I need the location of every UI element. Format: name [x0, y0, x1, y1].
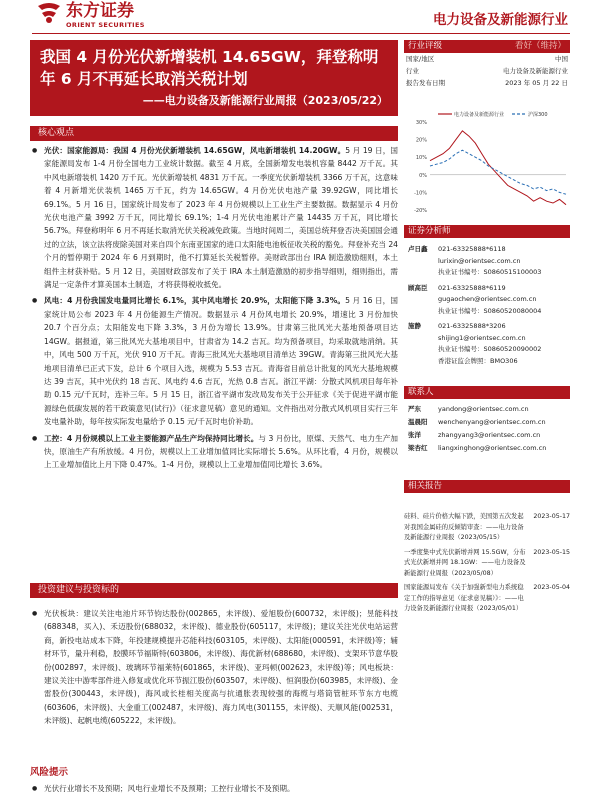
- related-report-date: 2023-05-04: [533, 584, 570, 591]
- contact-email: zhangyang3@orientsec.com.cn: [438, 431, 541, 439]
- industry-rating-rows: [404, 53, 570, 89]
- series-line: [430, 150, 566, 194]
- page-header: [0, 0, 600, 34]
- y-tick-label: 30%: [415, 120, 427, 126]
- contact-name: 张洋: [408, 431, 421, 439]
- core-paragraphs: [30, 144, 398, 472]
- core-views: [30, 126, 398, 472]
- analyst-info: [438, 321, 570, 367]
- industry-rating-label: 行业评级: [408, 41, 443, 51]
- analyst-entry: [404, 321, 570, 367]
- legend-label: 电力设备及新能源行业: [454, 112, 505, 118]
- industry-rating-value: 看好（维持）: [514, 41, 566, 51]
- contact-email: liangxinghong@orientsec.com.cn: [438, 444, 547, 452]
- contact-info: [438, 404, 570, 416]
- contact-name: 温晨阳: [408, 418, 428, 426]
- analyst-info-line: 021-63325888*3206: [438, 322, 506, 330]
- analyst-info-line: 执业证书编号：S0860515100003: [438, 268, 542, 276]
- analyst-info-line: lurixin@orientsec.com.cn: [438, 256, 521, 265]
- industry-header: 电力设备及新能源行业: [433, 12, 568, 28]
- contact-entry: [404, 417, 570, 429]
- contacts-bar: 联系人: [404, 386, 570, 399]
- contact-email: wenchenyang@orientsec.com.cn: [438, 418, 546, 426]
- analyst-info-line: 香港证监会牌照：BMO306: [438, 356, 518, 365]
- analysts-bar: 证券分析师: [404, 225, 570, 238]
- analyst-info-line: 021-63325888*6118: [438, 245, 506, 253]
- core-views-bar: 核心观点: [30, 126, 398, 141]
- investment-bar: 投资建议与投资标的: [30, 583, 398, 598]
- related-report-title: 一季度集中式光伏新增并网 15.5GW，分布式光伏新增并网 18.1GW：——电力设备及新能源行业周报（2023/05/08）: [404, 548, 526, 577]
- logo: [36, 2, 145, 29]
- performance-chart: [404, 108, 570, 220]
- investment-paragraph-body: 光伏板块：建议关注电池片环节钧达股份(002865，未评级)、爱旭股份(600732，未评级)；昱能科技(688348，买入)、禾迈股份(688032，未评级)、德业股份(605117，未评级)；建议关注光伏电站运营商，新投电站成本下降，年投建规模提升芯能科技(603105，未评级)、太阳能(000591，未评级)等；辅材环节，量升利稳，胶膜环节福斯特(603806，未评级)、海优新材(688680，未评级)、支架环节意华股份(002897，未评级)、玻璃环节福莱特(601865，未评级)、亚玛顿(002623，未评级)等；风电板块：建议关注中游零部件进入修复或优化环节振江股份(603507，未评级)、恒润股份(603985，未评级)、金雷股份(300443，未评级)，海风或长桂相关度高与抗通胀表现较强的海缆与塔筒管桩环节东方电缆(603606，未评级)、大金重工(002487，未评级)、海力风电(301155，未评级)、天顺风能(002531，未评级)、起帆电缆(605222，未评级)。: [44, 609, 398, 726]
- related-report-title: 硅料、硅片价格大幅下跌，美国第五次发起对我国金属硅的反倾销审查：——电力设备及新能源行业周报（2023/05/15）: [404, 513, 524, 541]
- related-report-date: 2023-05-15: [533, 548, 570, 556]
- core-paragraph-lead: 光伏：国家能源局：我国 4 月份光伏新增装机 14.65GW，风电新增装机 14.20GW。: [44, 146, 346, 155]
- core-paragraph-lead: 风电：4 月份我国发电量同比增长 6.1%，其中风电增长 20.9%，太阳能下降 3.3%。: [44, 296, 346, 306]
- core-paragraph-body: 与 3 月份比，原煤、天然气、电力生产加快，原油生产有所放缓。4 月份，规模以上工业增加值同比实际增长 5.6%。从环比看，4 月份，规模以上工业增加值比上月下降 0.47%。1-4 月份，规模以上工业增加值同比增长 3.6%。: [44, 433, 398, 470]
- related-report-item: [404, 512, 570, 544]
- analyst-info: [438, 283, 570, 318]
- rating-row: [404, 77, 570, 89]
- analyst-info-line: 执业证书编号：S0860520090002: [438, 345, 542, 353]
- rating-key: 国家/地区: [406, 55, 435, 63]
- legend-label: 沪深300: [528, 112, 548, 118]
- core-paragraph: [30, 294, 398, 428]
- performance-chart-svg: [404, 108, 570, 220]
- analyst-name: 顾高臣: [408, 283, 428, 292]
- core-paragraph-lead: 工控：4 月份规模以上工业主要能源产品生产均保持同比增长。: [44, 433, 259, 443]
- investment-paragraph: [30, 607, 398, 728]
- y-tick-label: 0%: [419, 172, 427, 179]
- analyst-entry: [404, 244, 570, 279]
- risk-section: [30, 779, 398, 795]
- report-title-box: [30, 40, 398, 116]
- industry-rating-bar: [404, 40, 570, 53]
- analyst-info-line: 执业证书编号：S0860520080004: [438, 306, 542, 315]
- contact-info: [438, 443, 570, 455]
- industry-rating-panel: [404, 40, 570, 89]
- analyst-info: [438, 244, 570, 279]
- analyst-info-line: gugaochen@orientsec.com.cn: [438, 295, 537, 303]
- y-tick-label: 20%: [415, 137, 427, 144]
- logo-en: ORIENT SECURITIES: [66, 21, 145, 29]
- rating-value: 中国: [555, 55, 568, 63]
- rating-value: 电力设备及新能源行业: [503, 67, 568, 75]
- contact-entry: [404, 443, 570, 455]
- header-divider: [32, 33, 570, 34]
- contact-email: yandong@orientsec.com.cn: [438, 405, 529, 413]
- contact-entry: [404, 430, 570, 442]
- y-tick-label: -10%: [414, 190, 427, 197]
- related-report-item: [404, 583, 570, 615]
- related-report-item: [404, 548, 570, 580]
- contact-entry: [404, 404, 570, 416]
- core-paragraph-body: 5 月 19 日，国家能源局发布 1-4 月份全国电力工业统计数据。截至 4 月底，全国新增发电装机容量 8442 万千瓦。其中风电新增装机 1420 万千瓦。光伏新增装机 4831 万千瓦。一季度光伏新增装机 3366 万千瓦，这意味着 4 月新增光伏装机 1465 万千瓦，约为 14.65GW。4 月份光伏电池产量 39.92GW，同比增长 69.1%。5 月 16 日，国家统计局发布了 2023 年 4 月份规模以上工业生产主要数据。数据显示 4 月份光伏电池产量 3992 万千瓦，同比增长 69.1%；1-4 月光伏电池累计产量 14435 万千瓦，同比增长 56.7%。拜登称明年 6 月不再延长取消光伏关税减免政策。当地时间周二，美国总统拜登否决美国国会通过的立法，该立法将废除美国对来自四个东南亚国家的进口太阳能电池板征收关税的豁免。拜登补充当 24 个月的暂停期于 2024 年 6 月到期时，他不打算延长关税暂停。美财政部出台 IRA 制造激励细则，本土组件主材获补贴。5 月 12 日，美国财政部发布了关于 IRA 本土制造激励的初步指导细则，细则指出，需满足一定条件才算美国本土制造，才将获得税收抵免。: [44, 146, 398, 290]
- y-tick-label: -20%: [414, 208, 427, 214]
- report-title: 我国 4 月份光伏新增装机 14.65GW，拜登称明年 6 月不再延长取消关税计划: [40, 48, 379, 88]
- orient-logo-icon: [36, 2, 62, 24]
- rating-key: 报告发布日期: [406, 79, 445, 87]
- related-reports: [404, 508, 570, 615]
- contact-name: 梁杏红: [408, 444, 428, 452]
- core-paragraph: [30, 144, 398, 291]
- core-paragraph-body: 5 月 16 日，国家统计局公布 2023 年 4 月份能源生产情况。数据显示 4 月份风电增长 20.9%，增速比 3 月份加快 20.7 个百分点；太阳能发电下降 3.3%，3 月份为增长 13.9%。甘肃第三批风光大基地预备项目达 14GW。据报道，第三批风光大基地项目中，甘肃省为 14.2 吉瓦。均为预备项目，均采取就地消纳。其中，风电 500 万千瓦，光伏 910 万千瓦。青海三批风光大基地项目清单达 39GW。青海第三批风光大基地项目清单已正式下发，总计 6 个项目入选，规模为 5.53 吉瓦。青海省目前总计批复的风光大基地规模达 39 吉瓦，其中光伏约 18 吉瓦、风电约 4.6 吉瓦，光热 0.8 吉瓦。浙江平湖：分散式风机项目每年补助 0.15 元/千瓦时，连补三年。5 月 15 日，浙江省平湖市发改局发布关于公开征求《关于促进平湖市能源绿色低碳发展的若干政策意见(试行)》（征求意见稿）意见的通知。文件指出对分散式风机项目实行三年发电量补助，每年按实际发电量给予 0.15 元/千瓦时电价补助。: [44, 296, 398, 427]
- related-report-date: 2023-05-17: [533, 513, 570, 520]
- contact-name: 严东: [408, 405, 421, 413]
- risk-text: ● 光伏行业增长不及预期；风电行业增长不及预期；工控行业增长不及预期。: [30, 782, 398, 795]
- contact-info: [438, 417, 570, 429]
- risk-title: 风险提示: [30, 767, 69, 778]
- rating-row: [404, 53, 570, 65]
- analyst-info-line: shijing1@orientsec.com.cn: [438, 333, 526, 342]
- related-report-title: 国家能源局发布《关于加强新型电力系统稳定工作的指导意见（征求意见稿）》：——电力设备及新能源行业周报（2023/05/01）: [404, 584, 524, 612]
- series-line: [430, 131, 566, 205]
- analyst-entry: [404, 283, 570, 318]
- core-paragraph: [30, 432, 398, 472]
- analyst-name: 施静: [408, 322, 421, 330]
- y-tick-label: 10%: [415, 155, 427, 162]
- logo-cn: 东方证券: [66, 1, 134, 21]
- analyst-info-line: 021-63325888*6119: [438, 283, 506, 292]
- rating-row: [404, 65, 570, 77]
- related-bar: 相关报告: [404, 480, 570, 493]
- rating-value: 2023 年 05 月 22 日: [505, 79, 568, 87]
- investment-paragraphs: [30, 604, 398, 728]
- rating-key: 行业: [406, 67, 419, 75]
- contact-info: [438, 430, 570, 442]
- report-subtitle: ——电力设备及新能源行业周报（2023/05/22）: [142, 94, 388, 107]
- analyst-name: 卢日鑫: [408, 245, 428, 253]
